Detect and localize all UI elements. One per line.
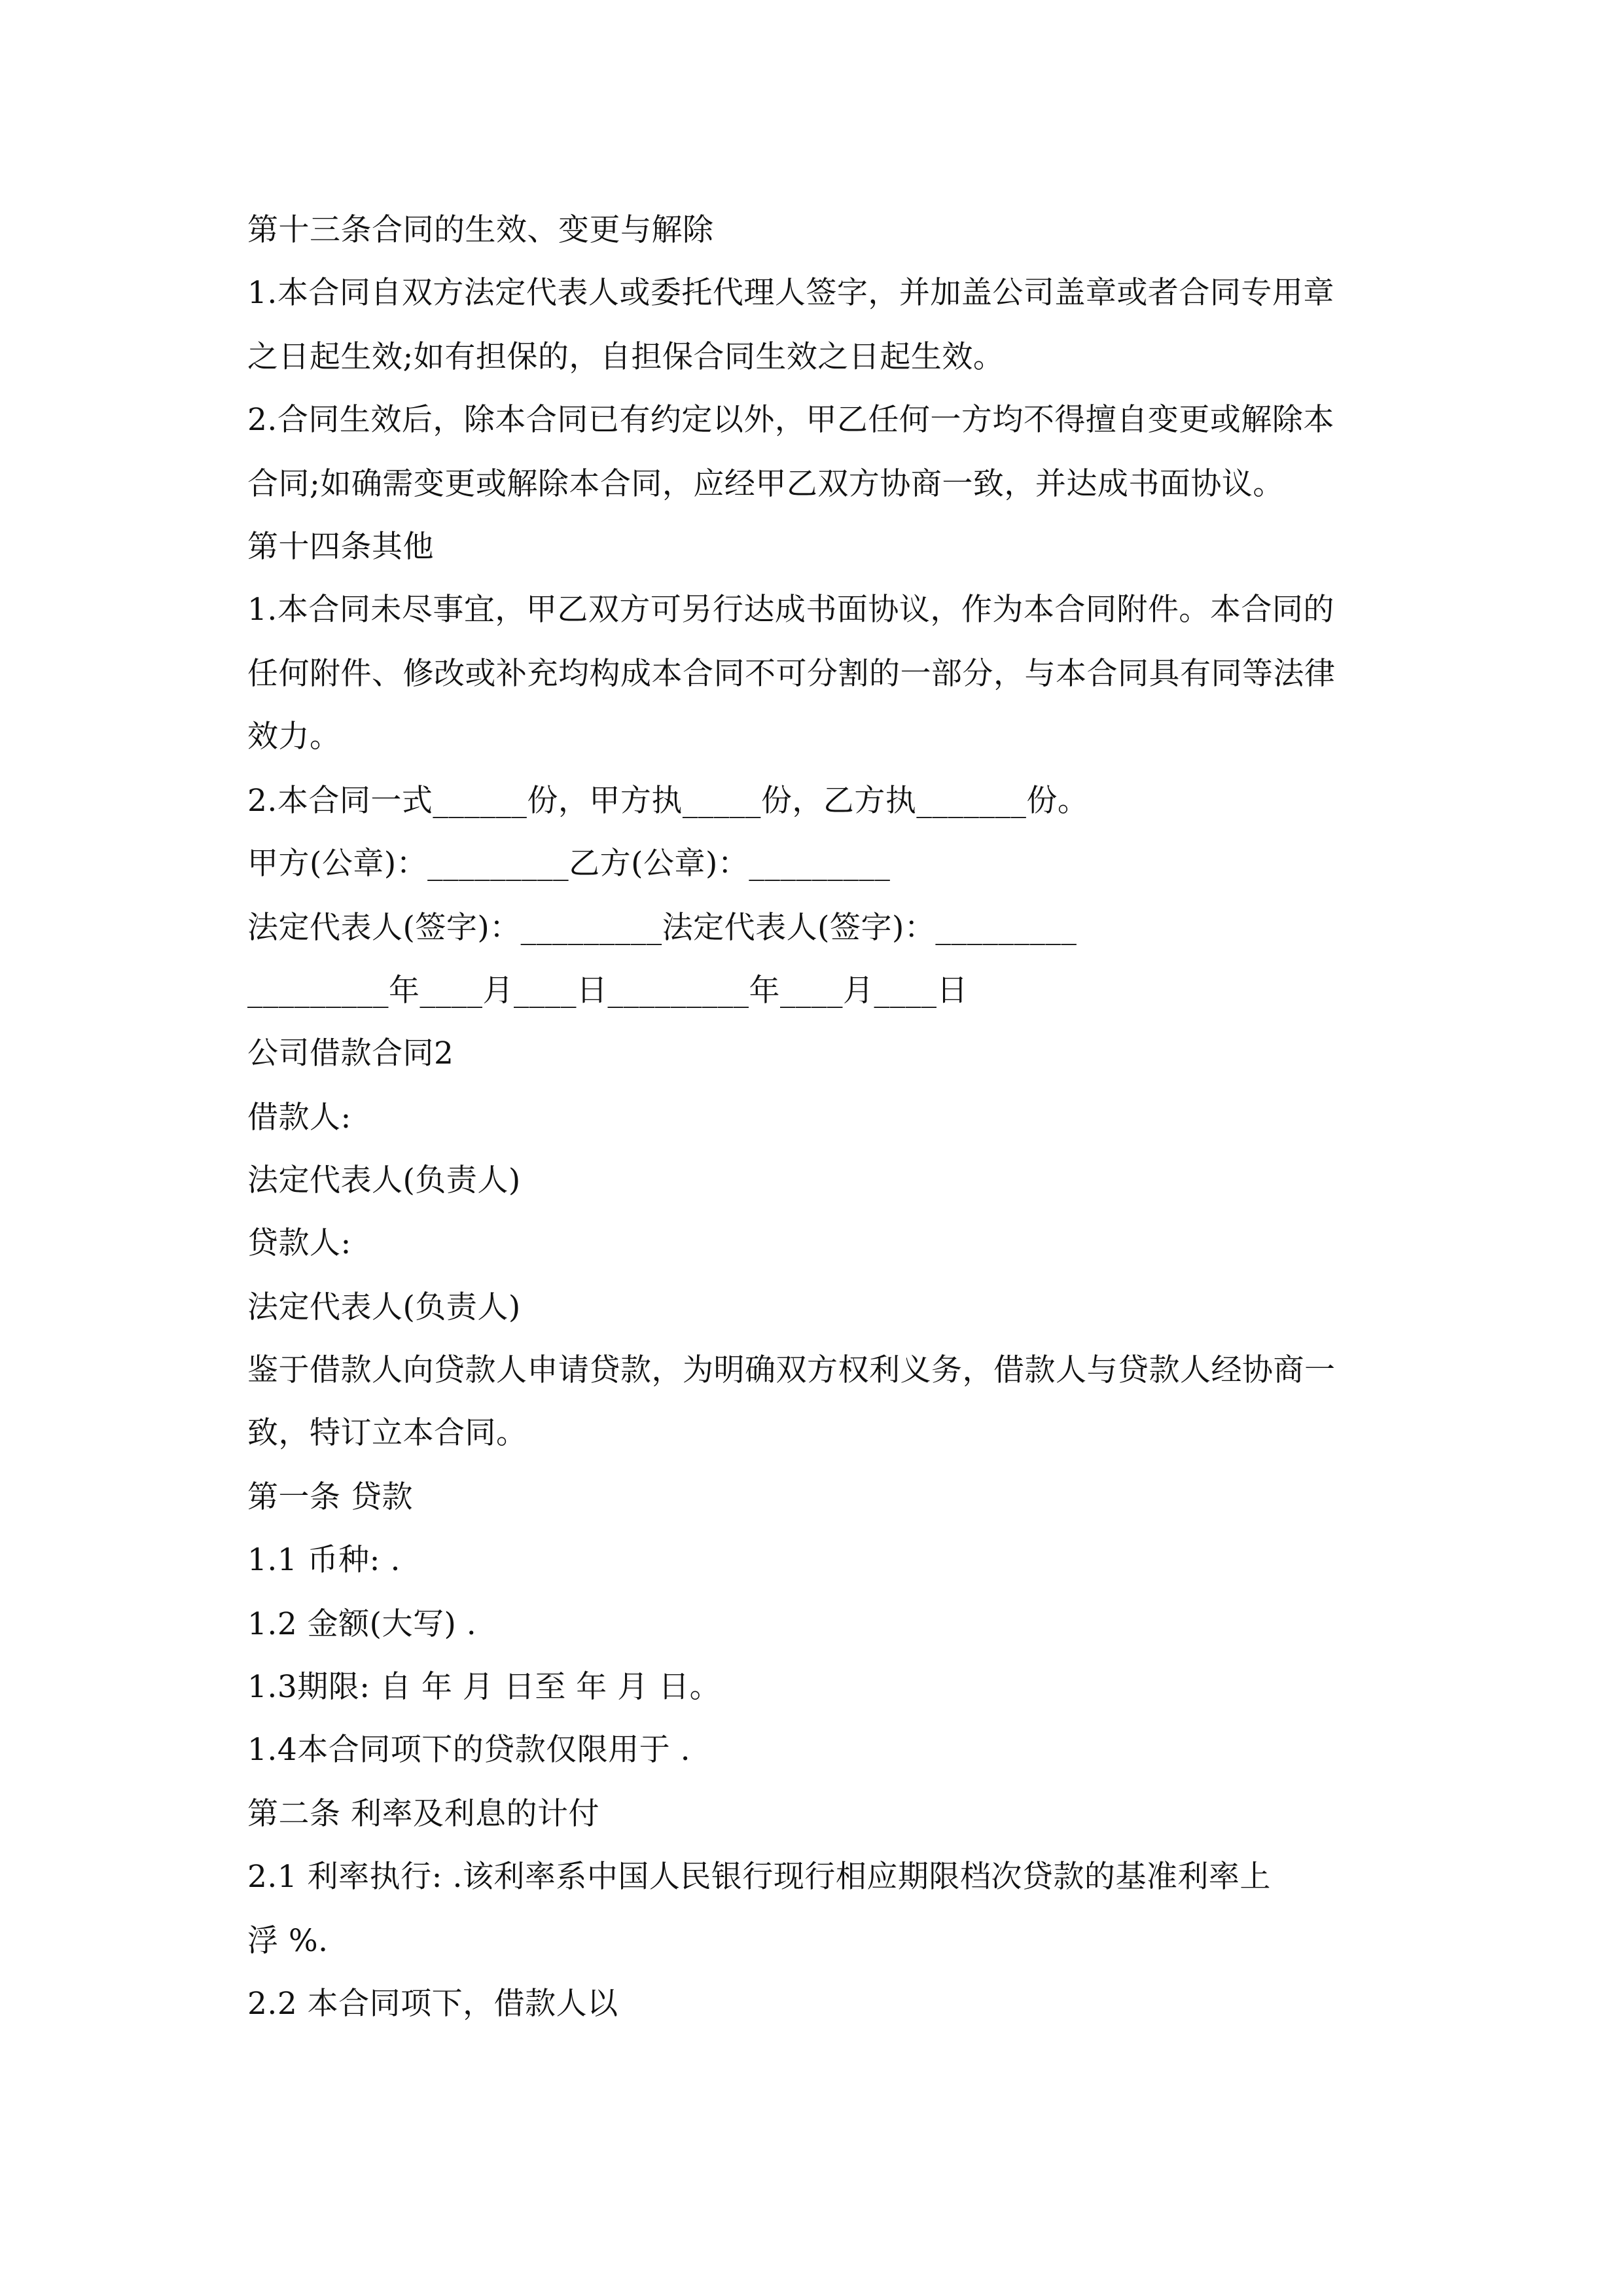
clause-1-1-currency: 1.1 币种: . xyxy=(247,1542,401,1578)
section-13-clause-2-line-2: 合同;如确需变更或解除本合同，应经甲乙双方协商一致，并达成书面协议。 xyxy=(247,466,1284,502)
date-line: _________年____月____日_________年____月____日 xyxy=(247,973,968,1009)
borrower-label: 借款人: xyxy=(247,1100,351,1136)
legal-rep-signature-line: 法定代表人(签字)：_________法定代表人(签字)：_________ xyxy=(247,910,1077,946)
section-13-clause-1-line-2: 之日起生效;如有担保的，自担保合同生效之日起生效。 xyxy=(247,339,1005,375)
section-14-clause-1-line-3: 效力。 xyxy=(247,719,341,755)
article-2-heading: 第二条 利率及利息的计付 xyxy=(247,1796,599,1832)
section-13-heading: 第十三条合同的生效、变更与解除 xyxy=(247,212,714,248)
clause-2-1-line-2: 浮 %. xyxy=(247,1923,329,1959)
section-14-clause-1-line-2: 任何附件、修改或补充均构成本合同不可分割的一部分，与本合同具有同等法律 xyxy=(247,656,1336,692)
clause-2-2-line-1: 2.2 本合同项下，借款人以 xyxy=(247,1986,618,2022)
clause-2-1-line-1: 2.1 利率执行: .该利率系中国人民银行现行相应期限档次贷款的基准利率上 xyxy=(247,1859,1271,1895)
contract-2-title: 公司借款合同2 xyxy=(247,1035,454,1071)
lender-label: 贷款人: xyxy=(247,1225,351,1261)
article-1-heading: 第一条 贷款 xyxy=(247,1479,413,1515)
section-14-heading: 第十四条其他 xyxy=(247,529,434,565)
section-13-clause-1-line-1: 1.本合同自双方法定代表人或委托代理人签字，并加盖公司盖章或者合同专用章 xyxy=(247,275,1334,311)
copies-clause: 2.本合同一式______份，甲方执_____份，乙方执_______份。 xyxy=(247,783,1089,819)
clause-1-2-amount: 1.2 金额(大写) . xyxy=(247,1606,477,1642)
party-seals-line: 甲方(公章)：_________乙方(公章)：_________ xyxy=(247,846,891,882)
preamble-line-2: 致，特订立本合同。 xyxy=(247,1415,527,1451)
borrower-legal-rep-label: 法定代表人(负责人) xyxy=(247,1162,521,1198)
section-14-clause-1-line-1: 1.本合同未尽事宜，甲乙双方可另行达成书面协议，作为本合同附件。本合同的 xyxy=(247,592,1334,628)
section-13-clause-2-line-1: 2.合同生效后，除本合同已有约定以外，甲乙任何一方均不得擅自变更或解除本 xyxy=(247,402,1334,438)
clause-1-4-purpose: 1.4本合同项下的贷款仅限用于 . xyxy=(247,1732,691,1768)
lender-legal-rep-label: 法定代表人(负责人) xyxy=(247,1289,521,1325)
preamble-line-1: 鉴于借款人向贷款人申请贷款，为明确双方权利义务，借款人与贷款人经协商一 xyxy=(247,1352,1336,1388)
clause-1-3-term: 1.3期限: 自 年 月 日至 年 月 日。 xyxy=(247,1669,721,1705)
